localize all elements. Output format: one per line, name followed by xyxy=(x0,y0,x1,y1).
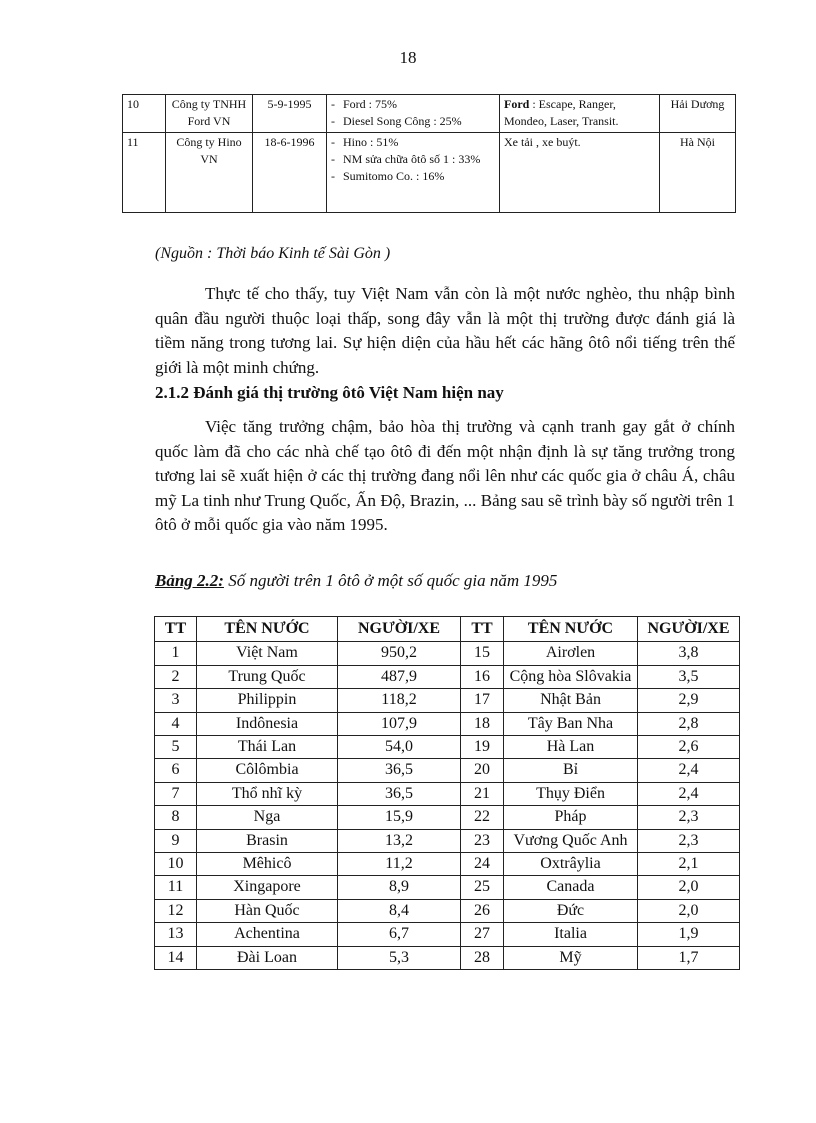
partner-item: - Sumitomo Co. : 16% xyxy=(331,168,495,185)
partner-item: - NM sửa chữa ôtô số 1 : 33% xyxy=(331,151,495,168)
table-row xyxy=(155,876,740,899)
row-number: 5 xyxy=(155,736,197,759)
table-row xyxy=(155,853,740,876)
people-per-car: 1,9 xyxy=(638,923,740,946)
people-per-car: 5,3 xyxy=(338,946,461,969)
country-table xyxy=(154,616,740,970)
row-number: 11 xyxy=(123,133,166,213)
company-table xyxy=(122,94,736,213)
row-number: 25 xyxy=(461,876,504,899)
people-per-car: 2,6 xyxy=(638,736,740,759)
country-name: Thụy Điển xyxy=(504,782,638,805)
table-row xyxy=(155,759,740,782)
model-list: Xe tải , xe buýt. xyxy=(504,135,581,149)
table-row xyxy=(155,829,740,852)
table-row xyxy=(155,689,740,712)
header-cell: TT xyxy=(461,617,504,642)
header-cell: NGƯỜI/XE xyxy=(638,617,740,642)
company-table-body xyxy=(123,95,736,213)
country-name: Nga xyxy=(197,806,338,829)
row-number: 10 xyxy=(155,853,197,876)
country-name: Airơlen xyxy=(504,642,638,665)
country-name: Nhật Bản xyxy=(504,689,638,712)
people-per-car: 2,4 xyxy=(638,782,740,805)
license-date: 5-9-1995 xyxy=(253,95,327,133)
row-number: 11 xyxy=(155,876,197,899)
row-number: 6 xyxy=(155,759,197,782)
country-name: Pháp xyxy=(504,806,638,829)
country-name: Mỹ xyxy=(504,946,638,969)
people-per-car: 8,9 xyxy=(338,876,461,899)
row-number: 20 xyxy=(461,759,504,782)
people-per-car: 2,0 xyxy=(638,899,740,922)
table-row xyxy=(155,899,740,922)
country-name: Vương Quốc Anh xyxy=(504,829,638,852)
country-table-header xyxy=(155,617,740,642)
people-per-car: 54,0 xyxy=(338,736,461,759)
people-per-car: 2,3 xyxy=(638,806,740,829)
table-row xyxy=(155,782,740,805)
people-per-car: 2,0 xyxy=(638,876,740,899)
people-per-car: 118,2 xyxy=(338,689,461,712)
people-per-car: 11,2 xyxy=(338,853,461,876)
row-number: 10 xyxy=(123,95,166,133)
country-name: Côlômbia xyxy=(197,759,338,782)
people-per-car: 2,8 xyxy=(638,712,740,735)
people-per-car: 2,4 xyxy=(638,759,740,782)
country-name: Hàn Quốc xyxy=(197,899,338,922)
country-name: Xingapore xyxy=(197,876,338,899)
header-cell: NGƯỜI/XE xyxy=(338,617,461,642)
country-table-body xyxy=(155,642,740,970)
table-row xyxy=(155,946,740,969)
country-name: Cộng hòa Slôvakia xyxy=(504,665,638,688)
row-number: 8 xyxy=(155,806,197,829)
row-number: 3 xyxy=(155,689,197,712)
country-name: Trung Quốc xyxy=(197,665,338,688)
people-per-car: 36,5 xyxy=(338,782,461,805)
country-name: Philippin xyxy=(197,689,338,712)
row-number: 22 xyxy=(461,806,504,829)
people-per-car: 2,1 xyxy=(638,853,740,876)
table-row xyxy=(155,712,740,735)
country-name: Đức xyxy=(504,899,638,922)
factory-location: Hải Dương xyxy=(660,95,736,133)
country-name: Italia xyxy=(504,923,638,946)
partners-list xyxy=(331,96,495,130)
people-per-car: 1,7 xyxy=(638,946,740,969)
row-number: 24 xyxy=(461,853,504,876)
country-name: Việt Nam xyxy=(197,642,338,665)
table-row xyxy=(155,923,740,946)
people-per-car: 487,9 xyxy=(338,665,461,688)
company-name: Công ty Hino VN xyxy=(166,133,253,213)
row-number: 1 xyxy=(155,642,197,665)
row-number: 13 xyxy=(155,923,197,946)
country-name: Indônesia xyxy=(197,712,338,735)
people-per-car: 3,8 xyxy=(638,642,740,665)
country-name: Thái Lan xyxy=(197,736,338,759)
table-row xyxy=(155,806,740,829)
country-name: Hà Lan xyxy=(504,736,638,759)
partners-cell xyxy=(327,95,500,133)
paragraph-emerging-markets: Việc tăng trưởng chậm, bảo hòa thị trường và cạnh tranh gay gắt ở chính quốc làm đã cho các nhà chế tạo ôtô đi đến một nhận định là sự tăng trưởng trong tương lai sẽ xuất hiện ở các thị trường đang nổi lên như các quốc gia ở châu Á, châu mỹ La tinh như Trung Quốc, Ấn Độ, Brazin, ... Bảng sau sẽ trình bày số người trên 1 ôtô ở mỗi quốc gia vào năm 1995. xyxy=(155,417,735,535)
header-cell: TÊN NƯỚC xyxy=(504,617,638,642)
people-per-car: 2,9 xyxy=(638,689,740,712)
factory-location: Hà Nội xyxy=(660,133,736,213)
row-number: 28 xyxy=(461,946,504,969)
models-cell xyxy=(500,133,660,213)
caption-label: Bảng 2.2: xyxy=(155,571,224,590)
model-brand: Ford xyxy=(504,97,530,111)
partner-item: - Diesel Song Công : 25% xyxy=(331,113,495,130)
people-per-car: 3,5 xyxy=(638,665,740,688)
models-cell xyxy=(500,95,660,133)
country-name: Đài Loan xyxy=(197,946,338,969)
row-number: 17 xyxy=(461,689,504,712)
header-cell: TT xyxy=(155,617,197,642)
license-date: 18-6-1996 xyxy=(253,133,327,213)
row-number: 23 xyxy=(461,829,504,852)
table-row xyxy=(123,95,736,133)
people-per-car: 950,2 xyxy=(338,642,461,665)
section-heading: 2.1.2 Đánh giá thị trường ôtô Việt Nam hiện nay xyxy=(155,383,504,402)
country-name: Oxtrâylia xyxy=(504,853,638,876)
row-number: 19 xyxy=(461,736,504,759)
country-name: Brasin xyxy=(197,829,338,852)
row-number: 15 xyxy=(461,642,504,665)
people-per-car: 36,5 xyxy=(338,759,461,782)
partner-item: - Hino : 51% xyxy=(331,134,495,151)
people-per-car: 107,9 xyxy=(338,712,461,735)
row-number: 12 xyxy=(155,899,197,922)
row-number: 7 xyxy=(155,782,197,805)
header-row xyxy=(155,617,740,642)
country-name: Thổ nhĩ kỳ xyxy=(197,782,338,805)
table-row xyxy=(123,133,736,213)
people-per-car: 13,2 xyxy=(338,829,461,852)
partner-item: - Ford : 75% xyxy=(331,96,495,113)
people-per-car: 2,3 xyxy=(638,829,740,852)
table-row xyxy=(155,665,740,688)
row-number: 18 xyxy=(461,712,504,735)
country-name: Canada xyxy=(504,876,638,899)
row-number: 2 xyxy=(155,665,197,688)
paragraph-market-potential: Thực tế cho thấy, tuy Việt Nam vẫn còn là một nước nghèo, thu nhập bình quân đầu người thuộc loại thấp, song đây vẫn là một thị trường được đánh giá là tiềm năng trong tương lai. Sự hiện diện của hầu hết các hãng ôtô nổi tiếng trên thế giới là một minh chứng. xyxy=(155,284,735,377)
row-number: 14 xyxy=(155,946,197,969)
country-name: Tây Ban Nha xyxy=(504,712,638,735)
header-cell: TÊN NƯỚC xyxy=(197,617,338,642)
row-number: 16 xyxy=(461,665,504,688)
country-name: Bỉ xyxy=(504,759,638,782)
people-per-car: 15,9 xyxy=(338,806,461,829)
people-per-car: 8,4 xyxy=(338,899,461,922)
people-per-car: 6,7 xyxy=(338,923,461,946)
table-row xyxy=(155,736,740,759)
page-number: 18 xyxy=(399,48,417,67)
country-name: Achentina xyxy=(197,923,338,946)
table-row xyxy=(155,642,740,665)
table-caption xyxy=(155,571,557,591)
partners-list xyxy=(331,134,495,185)
company-name: Công ty TNHH Ford VN xyxy=(166,95,253,133)
source-note: (Nguồn : Thời báo Kinh tế Sài Gòn ) xyxy=(155,245,391,262)
row-number: 27 xyxy=(461,923,504,946)
model-list: : Escape, Ranger, Mondeo, Laser, Transit. xyxy=(504,97,619,128)
row-number: 9 xyxy=(155,829,197,852)
row-number: 21 xyxy=(461,782,504,805)
partners-cell xyxy=(327,133,500,213)
country-name: Mêhicô xyxy=(197,853,338,876)
caption-text: Số người trên 1 ôtô ở một số quốc gia năm 1995 xyxy=(223,571,558,590)
row-number: 26 xyxy=(461,899,504,922)
row-number: 4 xyxy=(155,712,197,735)
